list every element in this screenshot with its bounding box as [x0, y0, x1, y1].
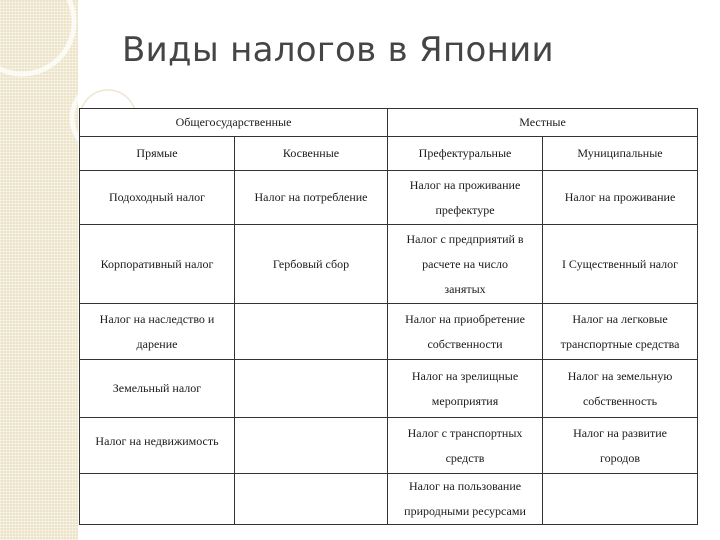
- cell-indirect: [235, 360, 388, 418]
- table-row: [80, 304, 698, 360]
- cell-line: Налог на проживание: [409, 177, 521, 192]
- table-row: [80, 474, 698, 525]
- cell-line: Налог с предприятий в: [406, 231, 524, 246]
- cell-line: дарение: [136, 336, 178, 351]
- cell-line: транспортные средства: [560, 336, 680, 351]
- table-row: [80, 418, 698, 474]
- cell-line: собственность: [582, 393, 658, 408]
- cell-line: природными ресурсами: [404, 504, 526, 518]
- table-row: [80, 360, 698, 418]
- cell-line: Налог на приобретение: [405, 311, 525, 326]
- subheader-indirect: Косвенные: [235, 137, 388, 171]
- cell-line: префектуре: [435, 202, 495, 217]
- cell-line: занятых: [444, 281, 486, 296]
- cell-prefectural: [388, 171, 543, 225]
- cell-direct: [80, 304, 235, 360]
- slide-title: Виды налогов в Японии: [122, 30, 554, 70]
- table-row: [80, 171, 698, 225]
- cell-indirect: Гербовый сбор: [235, 225, 388, 304]
- table-header-row: [80, 109, 698, 137]
- cell-indirect: [235, 418, 388, 474]
- cell-direct: [80, 474, 235, 525]
- cell-prefectural: [388, 418, 543, 474]
- cell-line: городов: [599, 450, 641, 465]
- tax-types-table: [79, 108, 698, 525]
- cell-direct: Земельный налог: [80, 360, 235, 418]
- cell-prefectural: [388, 225, 543, 304]
- cell-prefectural: [388, 474, 543, 525]
- cell-line: Налог на наследство и: [99, 311, 215, 326]
- subheader-direct: Прямые: [80, 137, 235, 171]
- cell-direct: Налог на недвижимость: [80, 418, 235, 474]
- cell-line: расчете на число: [422, 256, 508, 271]
- cell-municipal: Налог на проживание: [543, 171, 698, 225]
- cell-line: средств: [445, 450, 485, 465]
- cell-municipal: [543, 360, 698, 418]
- cell-indirect: [235, 304, 388, 360]
- cell-line: Налог с транспортных: [407, 425, 523, 440]
- cell-indirect: Налог на потребление: [235, 171, 388, 225]
- cell-municipal: [543, 474, 698, 525]
- table-row: [80, 225, 698, 304]
- header-local: Местные: [388, 109, 698, 137]
- cell-prefectural: [388, 360, 543, 418]
- cell-line: собственности: [427, 336, 503, 351]
- cell-line: Налог на пользование: [408, 479, 522, 493]
- cell-line: Налог на земельную: [567, 368, 673, 383]
- table-subheader-row: [80, 137, 698, 171]
- cell-line: Налог на зрелищные: [411, 368, 519, 383]
- cell-municipal: I Существенный налог: [543, 225, 698, 304]
- subheader-municipal: Муниципальные: [543, 137, 698, 171]
- cell-prefectural: [388, 304, 543, 360]
- cell-line: Налог на легковые: [572, 311, 668, 326]
- cell-line: Налог на развитие: [573, 425, 667, 440]
- subheader-prefectural: Префектуральные: [388, 137, 543, 171]
- header-national: Общегосударственные: [80, 109, 388, 137]
- cell-direct: Подоходный налог: [80, 171, 235, 225]
- cell-indirect: [235, 474, 388, 525]
- cell-municipal: [543, 304, 698, 360]
- cell-municipal: [543, 418, 698, 474]
- cell-direct: Корпоративный налог: [80, 225, 235, 304]
- cell-line: мероприятия: [431, 393, 499, 408]
